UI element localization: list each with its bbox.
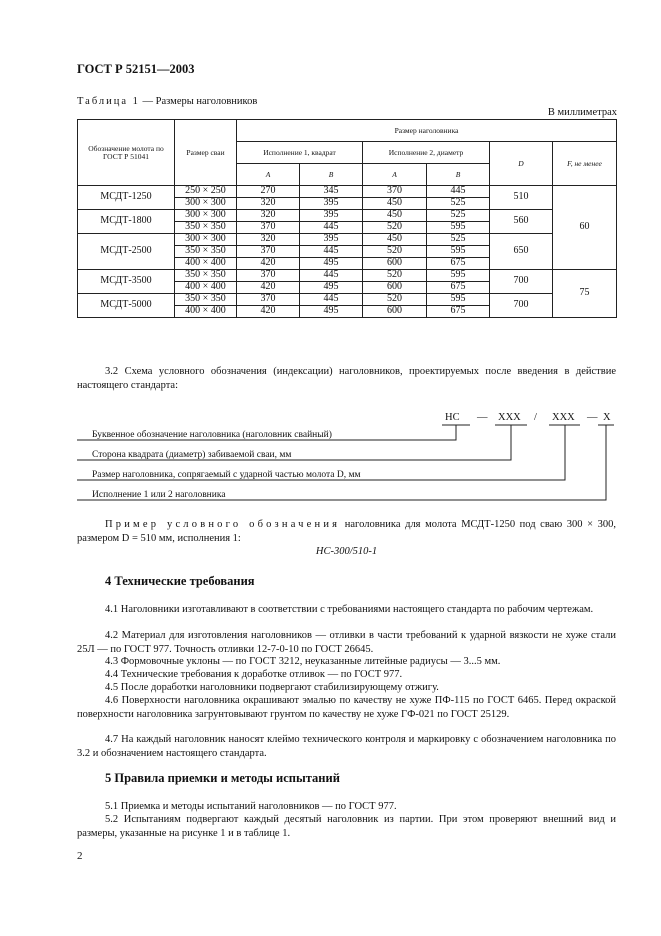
a1-cell: 370: [237, 270, 300, 282]
header-a1: A: [237, 164, 300, 186]
a1-cell: 420: [237, 258, 300, 270]
a2-cell: 600: [363, 306, 427, 318]
paragraph-4-1: 4.1 Наголовники изготавливают в соответствии с требованиями настоящего стандарта по рабочим чертежам.: [105, 604, 594, 615]
b2-cell: 525: [427, 234, 490, 246]
b2-cell: 675: [427, 306, 490, 318]
b1-cell: 395: [300, 234, 363, 246]
header-b1: B: [300, 164, 363, 186]
example-text: наголовника для молота МСДТ-1250 под сваю 300 × 300, размером D = 510 мм, исполнения 1:: [77, 519, 616, 544]
dimensions-table: [77, 119, 617, 318]
d-cell: 560: [490, 210, 553, 234]
code-hs: НС: [445, 412, 460, 423]
pile-cell: 300 × 300: [175, 210, 237, 222]
scheme-label-pile: Сторона квадрата (диаметр) забиваемой сваи, мм: [92, 450, 292, 460]
header-head-size: Размер наголовника: [237, 120, 617, 142]
a1-cell: 420: [237, 306, 300, 318]
section-5-title: 5 Правила приемки и методы испытаний: [105, 771, 340, 785]
paragraph-4-4: 4.4 Технические требования к доработке отливок — по ГОСТ 977.: [105, 669, 403, 680]
paragraph-4-2: 4.2 Материал для изготовления наголовников — отливки в части требований к ударной вязкости не хуже стали 25Л — по ГОСТ 977. Точность отливки 12-7-0-10 по ГОСТ 26645.: [77, 630, 616, 655]
paragraph-4-5: 4.5 После доработки наголовники подвергают стабилизирующему отжигу.: [105, 682, 439, 693]
a1-cell: 370: [237, 246, 300, 258]
table-units: В миллиметрах: [547, 107, 617, 118]
example-formula: НС-300/510-1: [315, 546, 378, 557]
b1-cell: 345: [300, 186, 363, 198]
pile-cell: 350 × 350: [175, 294, 237, 306]
example-heading: Пример условного обозначения: [105, 519, 341, 530]
document-header: ГОСТ Р 52151—2003: [77, 62, 195, 76]
b1-cell: 395: [300, 198, 363, 210]
a2-cell: 520: [363, 270, 427, 282]
d-cell: 700: [490, 294, 553, 318]
pile-cell: 250 × 250: [175, 186, 237, 198]
b1-cell: 445: [300, 222, 363, 234]
b2-cell: 445: [427, 186, 490, 198]
b2-cell: 525: [427, 198, 490, 210]
header-pile-size: Размер сваи: [175, 120, 237, 186]
paragraph-5-2: 5.2 Испытаниям подвергают каждый десятый наголовник из партии. При этом проверяют внешний вид и размеры, указанные на рисунке 1 и в таблице 1.: [77, 814, 616, 839]
b2-cell: 675: [427, 258, 490, 270]
header-a2: A: [363, 164, 427, 186]
hammer-cell: МСДТ-1800: [78, 210, 175, 234]
table-caption-prefix: Таблица 1: [77, 96, 140, 107]
paragraph-5-1: 5.1 Приемка и методы испытаний наголовников — по ГОСТ 977.: [105, 801, 397, 812]
scheme-label-execution: Исполнение 1 или 2 наголовника: [92, 490, 226, 500]
table-row: [78, 210, 617, 222]
a2-cell: 520: [363, 222, 427, 234]
b1-cell: 495: [300, 258, 363, 270]
a2-cell: 450: [363, 198, 427, 210]
a1-cell: 320: [237, 198, 300, 210]
header-designation: Обозначение молота по ГОСТ Р 51041: [78, 120, 175, 186]
table-row: [78, 294, 617, 306]
code-dash-2: —: [587, 412, 598, 423]
table-caption: [77, 96, 257, 107]
b1-cell: 395: [300, 210, 363, 222]
paragraph-4-6: 4.6 Поверхности наголовника окрашивают эмалью по качеству не хуже ПФ-115 по ГОСТ 6465. Перед окраской поверхности наголовника загрунтовывают грунтом по качеству не хуже ГФ-021 по ГОСТ 25129.: [77, 695, 616, 720]
b1-cell: 495: [300, 306, 363, 318]
b2-cell: 595: [427, 222, 490, 234]
hammer-cell: МСДТ-5000: [78, 294, 175, 318]
d-cell: 510: [490, 186, 553, 210]
pile-cell: 350 × 350: [175, 222, 237, 234]
pile-cell: 400 × 400: [175, 306, 237, 318]
paragraph-4-3: 4.3 Формовочные уклоны — по ГОСТ 3212, неуказанные литейные радиусы — 3...5 мм.: [105, 656, 501, 667]
a1-cell: 370: [237, 222, 300, 234]
a1-cell: 270: [237, 186, 300, 198]
b1-cell: 445: [300, 294, 363, 306]
designation-scheme: [0, 405, 661, 515]
b2-cell: 595: [427, 294, 490, 306]
scheme-label-size: Размер наголовника, сопрягаемый с ударной частью молота D, мм: [92, 470, 361, 480]
paragraph-3-2: 3.2 Схема условного обозначения (индексации) наголовников, проектируемых после введения в действие настоящего стандарта:: [77, 366, 616, 391]
table-caption-text: — Размеры наголовников: [139, 96, 258, 107]
header-d: D: [490, 142, 553, 186]
header-exec2: Исполнение 2, диаметр: [363, 142, 490, 164]
f-cell: 75: [553, 270, 617, 318]
f-cell: 60: [553, 186, 617, 270]
code-xxx-2: XXX: [552, 412, 575, 423]
a1-cell: 370: [237, 294, 300, 306]
code-dash-1: —: [477, 412, 488, 423]
pile-cell: 350 × 350: [175, 270, 237, 282]
pile-cell: 400 × 400: [175, 258, 237, 270]
header-exec1: Исполнение 1, квадрат: [237, 142, 363, 164]
page-number: 2: [77, 850, 83, 862]
a2-cell: 450: [363, 210, 427, 222]
hammer-cell: МСДТ-1250: [78, 186, 175, 210]
hammer-cell: МСДТ-3500: [78, 270, 175, 294]
a2-cell: 600: [363, 258, 427, 270]
b1-cell: 445: [300, 246, 363, 258]
a1-cell: 420: [237, 282, 300, 294]
a2-cell: 450: [363, 234, 427, 246]
pile-cell: 300 × 300: [175, 198, 237, 210]
a2-cell: 370: [363, 186, 427, 198]
a2-cell: 520: [363, 294, 427, 306]
pile-cell: 400 × 400: [175, 282, 237, 294]
pile-cell: 350 × 350: [175, 246, 237, 258]
a2-cell: 600: [363, 282, 427, 294]
d-cell: 700: [490, 270, 553, 294]
paragraph-4-7: 4.7 На каждый наголовник наносят клеймо технического контроля и маркировку с обозначением наголовника по 3.2 и обозначением настоящего стандарта.: [77, 734, 616, 759]
hammer-cell: МСДТ-2500: [78, 234, 175, 270]
section-4-title: 4 Технические требования: [105, 574, 255, 588]
a2-cell: 520: [363, 246, 427, 258]
pile-cell: 300 × 300: [175, 234, 237, 246]
code-x: X: [603, 412, 611, 423]
example-paragraph: [77, 518, 616, 545]
code-slash: /: [534, 412, 537, 423]
table-row: [78, 186, 617, 198]
header-b2: B: [427, 164, 490, 186]
header-f: F, не менее: [553, 142, 617, 186]
table-row: [78, 270, 617, 282]
b2-cell: 525: [427, 210, 490, 222]
code-xxx-1: XXX: [498, 412, 521, 423]
table-row: [78, 234, 617, 246]
b2-cell: 595: [427, 246, 490, 258]
a1-cell: 320: [237, 234, 300, 246]
b2-cell: 675: [427, 282, 490, 294]
d-cell: 650: [490, 234, 553, 270]
b1-cell: 445: [300, 270, 363, 282]
a1-cell: 320: [237, 210, 300, 222]
b1-cell: 495: [300, 282, 363, 294]
scheme-label-letters: Буквенное обозначение наголовника (наголовник свайный): [92, 430, 332, 440]
b2-cell: 595: [427, 270, 490, 282]
